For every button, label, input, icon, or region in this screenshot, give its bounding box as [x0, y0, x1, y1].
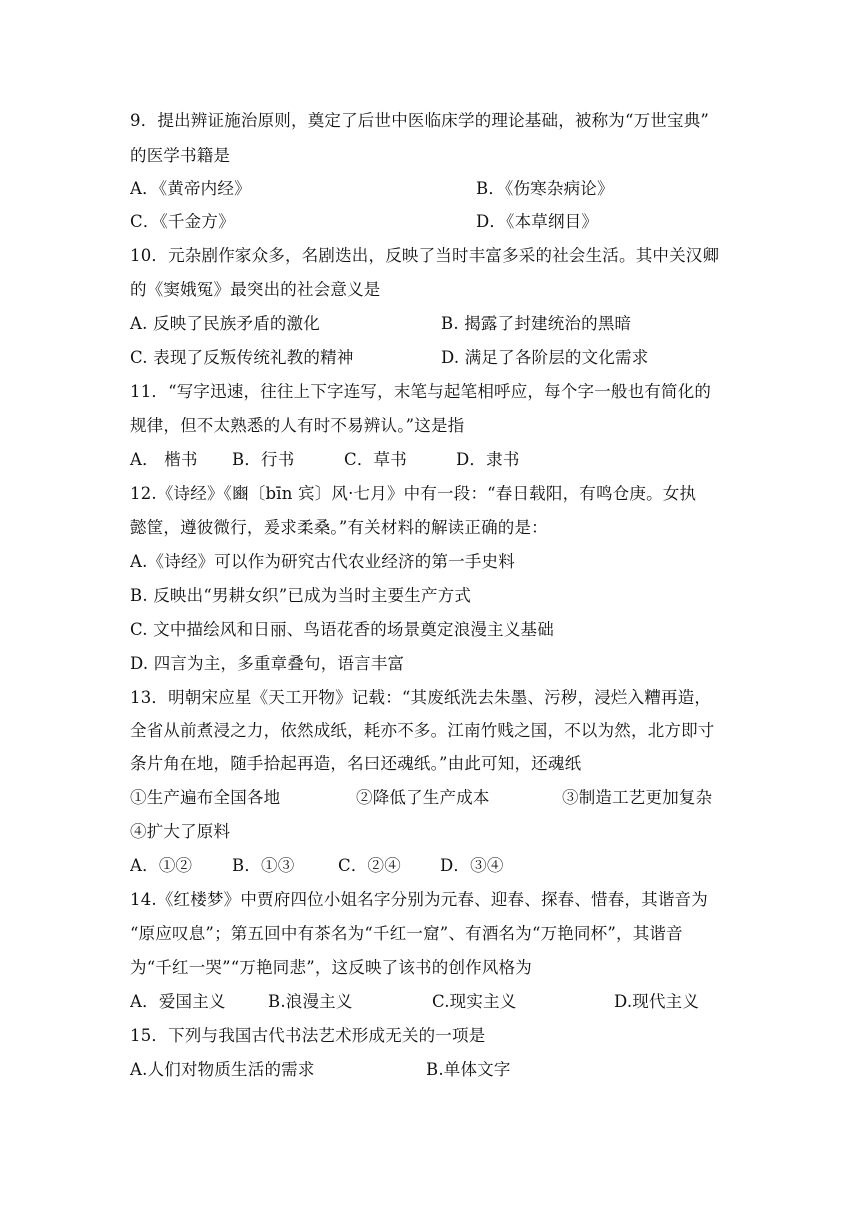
q11-stem-line-1: 11．“写字迅速，往往上下字连写，末笔与起笔相呼应，每个字一般也有简化的 — [130, 382, 712, 401]
q10-option-c: C. 表现了反叛传统礼教的精神 — [130, 348, 354, 367]
q13-option-a: A．①② — [130, 856, 193, 875]
q13-item-3: ③制造工艺更加复杂 — [562, 788, 713, 807]
q9-option-b: B．《伤寒杂病论》 — [476, 179, 614, 198]
q12-option-a: A.《诗经》可以作为研究古代农业经济的第一手史料 — [130, 552, 515, 571]
q12-option-c: C. 文中描绘风和日丽、鸟语花香的场景奠定浪漫主义基础 — [130, 620, 554, 639]
q14-stem-line-3: 为“千红一哭”“万艳同悲”，这反映了该书的创作风格为 — [130, 958, 532, 977]
q12-option-d: D. 四言为主，多重章叠句，语言丰富 — [130, 654, 405, 673]
q11-stem-line-2: 规律，但不太熟悉的人有时不易辨认。”这是指 — [130, 416, 465, 435]
q9-option-d: D．《本草纲目》 — [476, 212, 599, 231]
q11-option-d: D．隶书 — [456, 450, 520, 469]
q10-option-b: B. 揭露了封建统治的黑暗 — [441, 314, 632, 333]
q15-options-row — [130, 1053, 730, 1087]
q10-options-row-2 — [130, 341, 730, 375]
q14-option-d: D.现代主义 — [614, 992, 700, 1011]
q14-stem-line-2: “原应叹息”；第五回中有茶名为“千红一窟”、有酒名为“万艳同杯”，其谐音 — [130, 924, 683, 943]
q13-item-4: ④扩大了原料 — [130, 822, 231, 841]
q13-stem-line-1: 13．明朝宋应星《天工开物》记载：“其废纸洗去朱墨、污秽，浸烂入糟再造， — [130, 688, 712, 707]
q11-option-b: B．行书 — [232, 450, 295, 469]
q13-options-row — [130, 849, 730, 883]
q11-option-c: C．草书 — [344, 450, 407, 469]
q10-stem-line-1: 10．元杂剧作家众多，名剧迭出，反映了当时丰富多采的社会生活。其中关汉卿 — [130, 246, 720, 265]
q14-option-b: B.浪漫主义 — [268, 992, 353, 1011]
q9-option-a: A．《黄帝内经》 — [130, 179, 251, 198]
q9-option-c: C．《千金方》 — [130, 212, 235, 231]
q13-option-d: D．③④ — [440, 856, 504, 875]
q13-stem-line-2: 全省从前煮浸之力，依然成纸，耗亦不多。江南竹贱之国，不以为然，北方即寸 — [130, 721, 715, 740]
q13-item-2: ②降低了生产成本 — [356, 788, 490, 807]
q12-stem-line-1: 12.《诗经》《豳〔bīn 宾〕风·七月》中有一段：“春日载阳，有鸣仓庚。女执 — [130, 484, 697, 503]
q10-option-a: A. 反映了民族矛盾的激化 — [130, 314, 321, 333]
q12-option-b: B. 反映出“男耕女织”已成为当时主要生产方式 — [130, 586, 472, 605]
q15-option-b: B.单体文字 — [426, 1060, 511, 1079]
q9-options-row-2 — [130, 205, 730, 239]
q15-option-a: A.人们对物质生活的需求 — [130, 1060, 315, 1079]
q14-option-c: C.现实主义 — [432, 992, 517, 1011]
q13-item-1: ①生产遍布全国各地 — [130, 788, 281, 807]
q14-stem-line-1: 14.《红楼梦》中贾府四位小姐名字分别为元春、迎春、探春、惜春，其谐音为 — [130, 890, 708, 909]
q9-stem-line-2: 的医学书籍是 — [130, 146, 231, 165]
q10-option-d: D. 满足了各阶层的文化需求 — [441, 348, 649, 367]
q13-option-b: B．①③ — [232, 856, 295, 875]
q12-stem-line-2: 懿筐，遵彼微行，爰求柔桑。”有关材料的解读正确的是： — [130, 518, 548, 537]
q14-options-row — [130, 985, 730, 1019]
q9-options-row-1 — [130, 172, 730, 206]
q15-stem-line-1: 15．下列与我国古代书法艺术形成无关的一项是 — [130, 1026, 486, 1045]
q13-items-row — [130, 781, 730, 815]
q11-option-a: A． 楷书 — [130, 450, 198, 469]
q9-stem-line-1: 9．提出辨证施治原则，奠定了后世中医临床学的理论基础，被称为“万世宝典” — [130, 111, 710, 130]
q11-options-row — [130, 443, 730, 477]
q10-stem-line-2: 的《窦娥冤》最突出的社会意义是 — [130, 280, 381, 299]
q13-option-c: C．②④ — [338, 856, 401, 875]
q14-option-a: A．爱国主义 — [130, 992, 226, 1011]
q13-stem-line-3: 条片角在地，随手拾起再造，名曰还魂纸。”由此可知，还魂纸 — [130, 754, 582, 773]
q10-options-row-1 — [130, 307, 730, 341]
